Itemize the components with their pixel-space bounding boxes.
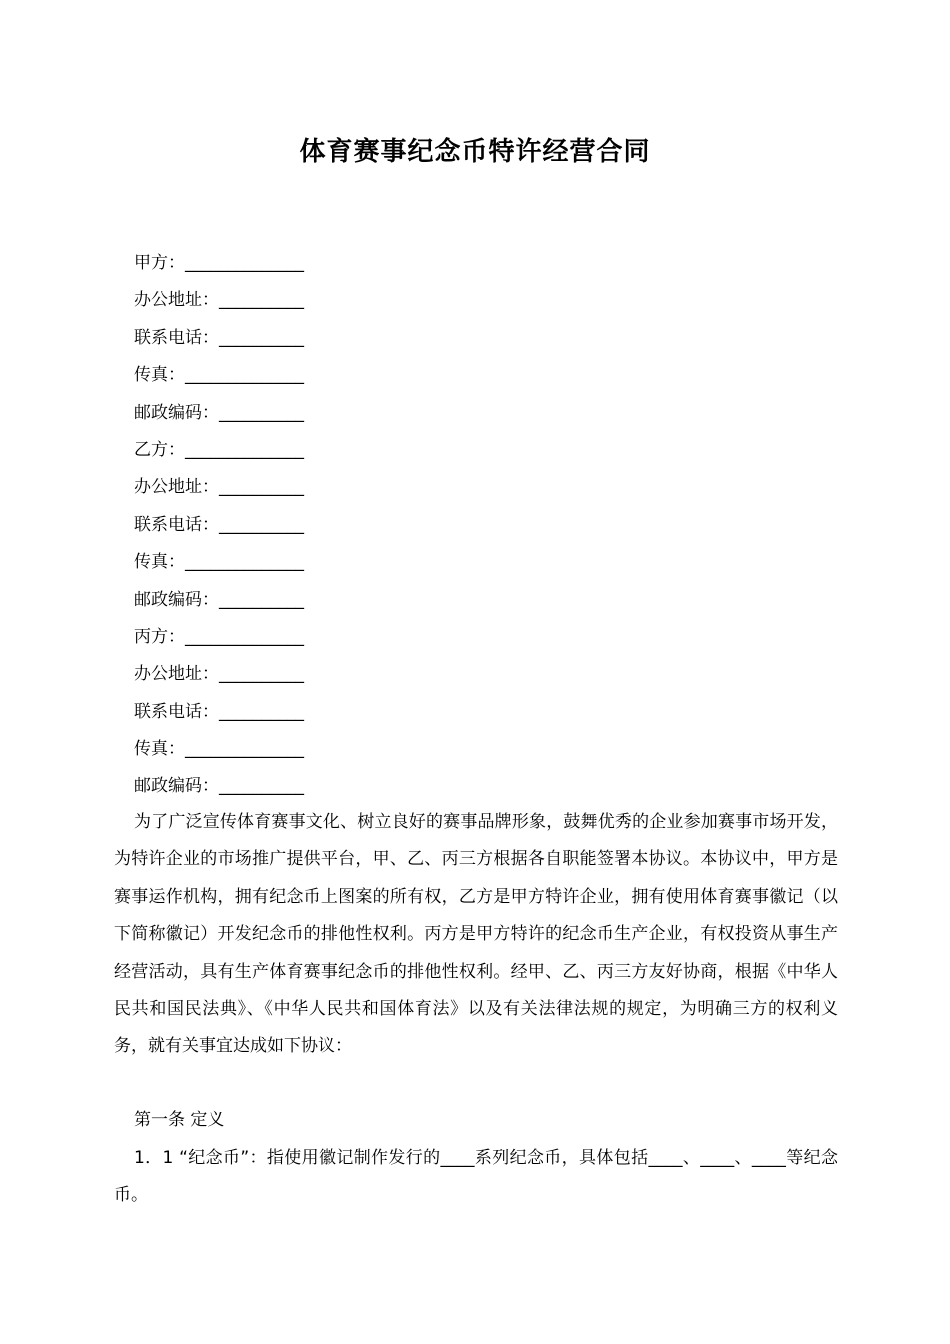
- party-a-address-line: 办公地址：__________: [134, 290, 304, 311]
- party-c-fax-line: 传真：______________: [134, 739, 304, 760]
- clause-1-1: 1．1 “纪念币”：指使用徽记制作发行的____系列纪念币，具体包括____、____、____等纪念币。: [114, 1148, 838, 1206]
- party-info-list: [134, 249, 534, 810]
- party-b-phone-line: 联系电话：__________: [134, 514, 304, 535]
- party-c-postcode-line: 邮政编码：__________: [134, 776, 304, 797]
- party-c-address-line: 办公地址：__________: [134, 664, 304, 685]
- party-a-name-line: 甲方：______________: [134, 253, 304, 273]
- party-c-phone-line: 联系电话：__________: [134, 701, 304, 722]
- party-b-fax-line: 传真：______________: [134, 552, 304, 573]
- contract-title: 体育赛事纪念币特许经营合同: [299, 137, 651, 167]
- article-1-heading: 第一条 定义: [134, 1110, 225, 1130]
- party-b-postcode-line: 邮政编码：__________: [134, 589, 304, 610]
- party-b-name-line: 乙方：______________: [134, 439, 304, 460]
- party-b-address-line: 办公地址：__________: [134, 477, 304, 498]
- party-a-phone-line: 联系电话：__________: [134, 327, 304, 348]
- party-c-name-line: 丙方：______________: [134, 626, 304, 647]
- preamble-paragraph: 为了广泛宣传体育赛事文化、树立良好的赛事品牌形象，鼓舞优秀的企业参加赛事市场开发，为特许企业的市场推广提供平台，甲、乙、丙三方根据各自职能签署本协议。本协议中，甲方是赛事运作机构，拥有纪念币上图案的所有权，乙方是甲方特许企业，拥有使用体育赛事徽记（以下简称徽记）开发纪念币的排他性权利。丙方是甲方特许的纪念币生产企业，有权投资从事生产经营活动，具有生产体育赛事纪念币的排他性权利。经甲、乙、丙三方友好协商，根据《中华人民共和国民法典》、《中华人民共和国体育法》以及有关法律法规的规定，为明确三方的权利义务，就有关事宜达成如下协议：: [114, 812, 838, 1057]
- party-a-fax-line: 传真：______________: [134, 365, 304, 386]
- party-a-postcode-line: 邮政编码：__________: [134, 402, 304, 423]
